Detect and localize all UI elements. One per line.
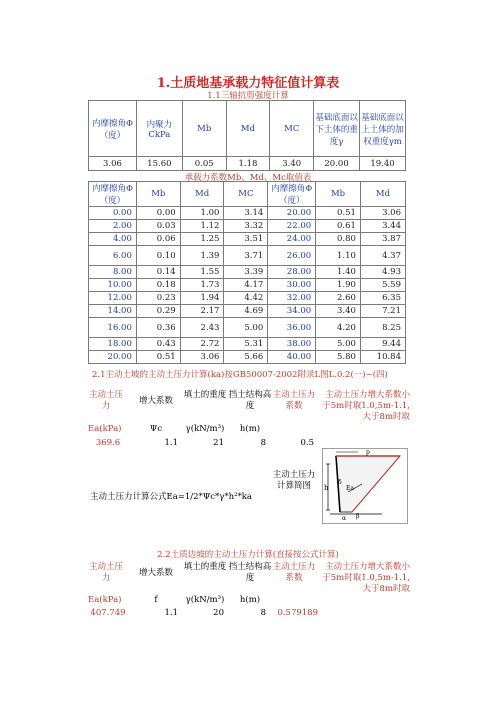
t2-cell: 5.66 [224, 351, 268, 364]
t1-header-md: Md [226, 101, 270, 157]
table-row [89, 266, 406, 279]
svg-text:β: β [356, 513, 360, 520]
s22-label-f: 增大系数 [138, 568, 173, 578]
t2-cell: 0.03 [136, 220, 180, 233]
t2-cell: 18.00 [89, 338, 137, 351]
s21-value-ka: 0.5 [300, 438, 314, 448]
earth-pressure-diagram [322, 448, 408, 524]
t1-header-gamma: 基础底面以下土体的重度γ [314, 101, 360, 157]
table-row [89, 233, 406, 246]
s21-label-gamma: 填土的重度 [183, 390, 227, 400]
t2-cell: 2.72 [180, 338, 224, 351]
t2-cell: 5.31 [224, 338, 268, 351]
s21-unit-gamma: γ(kN/m³) [185, 424, 225, 434]
t2-cell: 24.00 [268, 233, 316, 246]
s22-unit-gamma: γ(kN/m³) [185, 595, 225, 605]
svg-text:h: h [324, 484, 329, 492]
t1-header-mb: Mb [182, 101, 226, 157]
t2-cell: 0.00 [89, 207, 137, 220]
s21-value-ea: 369.6 [95, 438, 121, 448]
t2-cell: 0.61 [316, 220, 361, 233]
t2-cell: 3.06 [180, 351, 224, 364]
t2-cell: 7.21 [360, 305, 405, 318]
t1-value-gamma: 20.00 [314, 157, 360, 171]
t2-cell: 5.00 [224, 318, 268, 338]
t1-header-c: 内聚力CkPa [136, 101, 182, 157]
t2-cell: 6.00 [89, 246, 137, 266]
svg-text:δ: δ [338, 479, 342, 486]
t2-cell: 30.00 [268, 279, 316, 292]
t2-cell: 0.18 [136, 279, 180, 292]
s22-label-increase: 主动土压力增大系数小于5m时取1.0,5m-1.1,大于8m时取 [322, 562, 410, 594]
t2-cell: 0.29 [136, 305, 180, 318]
t2-cell: 16.00 [89, 318, 137, 338]
s21-value-h: 8 [260, 438, 266, 448]
section-1-1-title: 1.1三轴抗剪强度计算 [207, 91, 289, 101]
t2-header-6: Md [360, 182, 405, 207]
t2-cell: 4.17 [224, 279, 268, 292]
t2-cell: 3.87 [360, 233, 405, 246]
t2-cell: 10.00 [89, 279, 137, 292]
s22-unit-f: f [154, 595, 158, 605]
t2-cell: 3.71 [224, 246, 268, 266]
t2-cell: 28.00 [268, 266, 316, 279]
table-row [89, 220, 406, 233]
t2-cell: 0.51 [136, 351, 180, 364]
s22-unit-h: h(m) [239, 595, 261, 605]
t2-cell: 36.00 [268, 318, 316, 338]
t2-cell: 3.51 [224, 233, 268, 246]
section-2-1-heading: 2.1主动土坡的主动土压力计算(ka)按GB50007-2002附录L图L.0.2(一)~(四) [92, 370, 388, 380]
t2-cell: 1.55 [180, 266, 224, 279]
s21-value-gamma: 21 [213, 438, 224, 448]
t2-cell: 34.00 [268, 305, 316, 318]
s21-label-ka: 主动土压力系数 [272, 390, 316, 411]
t2-cell: 0.43 [136, 338, 180, 351]
t2-cell: 14.00 [89, 305, 137, 318]
t2-cell: 0.36 [136, 318, 180, 338]
s22-value-gamma: 20 [213, 608, 224, 618]
t2-cell: 22.00 [268, 220, 316, 233]
t2-cell: 1.25 [180, 233, 224, 246]
t2-cell: 38.00 [268, 338, 316, 351]
t2-cell: 4.20 [316, 318, 361, 338]
t2-cell: 3.32 [224, 220, 268, 233]
t1-value-md: 1.18 [226, 157, 270, 171]
t2-cell: 3.39 [224, 266, 268, 279]
s22-label-h: 挡土结构高度 [228, 562, 272, 583]
t2-cell: 1.12 [180, 220, 224, 233]
t2-cell: 5.80 [316, 351, 361, 364]
t2-cell: 32.00 [268, 292, 316, 305]
s22-value-f: 1.1 [164, 608, 178, 618]
shear-strength-table [88, 100, 406, 171]
t2-cell: 12.00 [89, 292, 137, 305]
t2-cell: 0.23 [136, 292, 180, 305]
s22-label-ka: 主动土压力系数 [272, 562, 316, 583]
t1-header-gamma-m: 基础底面以上土体的加权重度γm [360, 101, 406, 157]
t2-cell: 1.39 [180, 246, 224, 266]
t2-cell: 1.73 [180, 279, 224, 292]
t2-cell: 8.00 [89, 266, 137, 279]
s21-label-psi: 增大系数 [138, 396, 173, 406]
s21-label-ea: 主动土压力 [88, 390, 123, 411]
t2-cell: 5.59 [360, 279, 405, 292]
s21-value-psi: 1.1 [164, 438, 178, 448]
t2-cell: 0.10 [136, 246, 180, 266]
t2-cell: 3.06 [360, 207, 405, 220]
table-row [89, 292, 406, 305]
t2-cell: 4.93 [360, 266, 405, 279]
s22-unit-ea: Ea(kPa) [88, 595, 122, 605]
t2-cell: 5.00 [316, 338, 361, 351]
page-title: 1.土质地基承载力特征值计算表 [156, 76, 340, 91]
s21-unit-ea: Ea(kPa) [88, 424, 122, 434]
s21-label-h: 挡土结构高度 [228, 390, 272, 411]
s22-value-h: 8 [260, 608, 266, 618]
t2-cell: 0.14 [136, 266, 180, 279]
s21-unit-psi: Ψc [149, 424, 163, 434]
t2-cell: 1.94 [180, 292, 224, 305]
table-row [89, 246, 406, 266]
t2-header-2: Md [180, 182, 224, 207]
t2-cell: 2.43 [180, 318, 224, 338]
table-row [89, 207, 406, 220]
t2-cell: 20.00 [268, 207, 316, 220]
t2-cell: 20.00 [89, 351, 137, 364]
t2-header-1: Mb [136, 182, 180, 207]
table-row [89, 279, 406, 292]
s22-value-ka: 0.579189 [277, 608, 318, 618]
t2-header-0: 内摩擦角Φ（度） [89, 182, 137, 207]
t2-cell: 4.37 [360, 246, 405, 266]
t2-cell: 10.84 [360, 351, 405, 364]
bearing-coefficient-table [88, 181, 406, 364]
t2-header-5: Mb [316, 182, 361, 207]
t2-cell: 8.25 [360, 318, 405, 338]
s22-label-gamma: 填土的重度 [183, 562, 227, 572]
table-row [89, 338, 406, 351]
t2-cell: 1.10 [316, 246, 361, 266]
table-row [89, 305, 406, 318]
s21-unit-h: h(m) [239, 424, 261, 434]
t2-cell: 6.35 [360, 292, 405, 305]
t1-value-mc: 3.40 [270, 157, 314, 171]
t2-cell: 2.60 [316, 292, 361, 305]
t2-cell: 2.17 [180, 305, 224, 318]
t2-cell: 1.90 [316, 279, 361, 292]
t1-header-mc: MC [270, 101, 314, 157]
t2-cell: 3.44 [360, 220, 405, 233]
svg-text:Ea: Ea [346, 485, 354, 492]
s22-label-ea: 主动土压力 [88, 562, 123, 583]
t1-value-phi: 3.06 [89, 157, 137, 171]
formula-text: 主动土压力计算公式Ea=1/2*Ψc*γ*h²*ka [90, 492, 252, 502]
t2-cell: 3.40 [316, 305, 361, 318]
t2-cell: 0.51 [316, 207, 361, 220]
t1-value-mb: 0.05 [182, 157, 226, 171]
t1-value-c: 15.60 [136, 157, 182, 171]
t2-header-4: 内摩擦角Φ（度） [268, 182, 316, 207]
s21-label-increase: 主动土压力增大系数小于5m时取1.0,5m-1.1,大于8m时取 [322, 390, 410, 422]
section-2-2-heading: 2.2土质边坡的主动土压力计算(直接按公式计算) [157, 550, 339, 560]
t2-cell: 2.00 [89, 220, 137, 233]
t2-cell: 1.40 [316, 266, 361, 279]
t2-cell: 4.42 [224, 292, 268, 305]
table-row [89, 351, 406, 364]
t2-cell: 0.80 [316, 233, 361, 246]
t2-cell: 0.00 [136, 207, 180, 220]
t2-cell: 40.00 [268, 351, 316, 364]
t2-cell: 4.69 [224, 305, 268, 318]
s22-value-ea: 407.749 [90, 608, 126, 618]
diagram-caption: 主动土压力计算简图 [272, 470, 316, 491]
coefficient-table-title: 承载力系数Mb、Md、Mc取值表 [184, 173, 312, 183]
t2-cell: 9.44 [360, 338, 405, 351]
t1-header-phi: 内摩擦角Φ（度） [89, 101, 137, 157]
t2-cell: 3.14 [224, 207, 268, 220]
t1-value-gamma-m: 19.40 [360, 157, 406, 171]
t2-cell: 4.00 [89, 233, 137, 246]
t2-header-3: MC [224, 182, 268, 207]
svg-text:p: p [366, 449, 370, 456]
t2-cell: 0.06 [136, 233, 180, 246]
t2-cell: 1.00 [180, 207, 224, 220]
t2-cell: 26.00 [268, 246, 316, 266]
table-row [89, 318, 406, 338]
svg-text:α: α [342, 515, 347, 522]
